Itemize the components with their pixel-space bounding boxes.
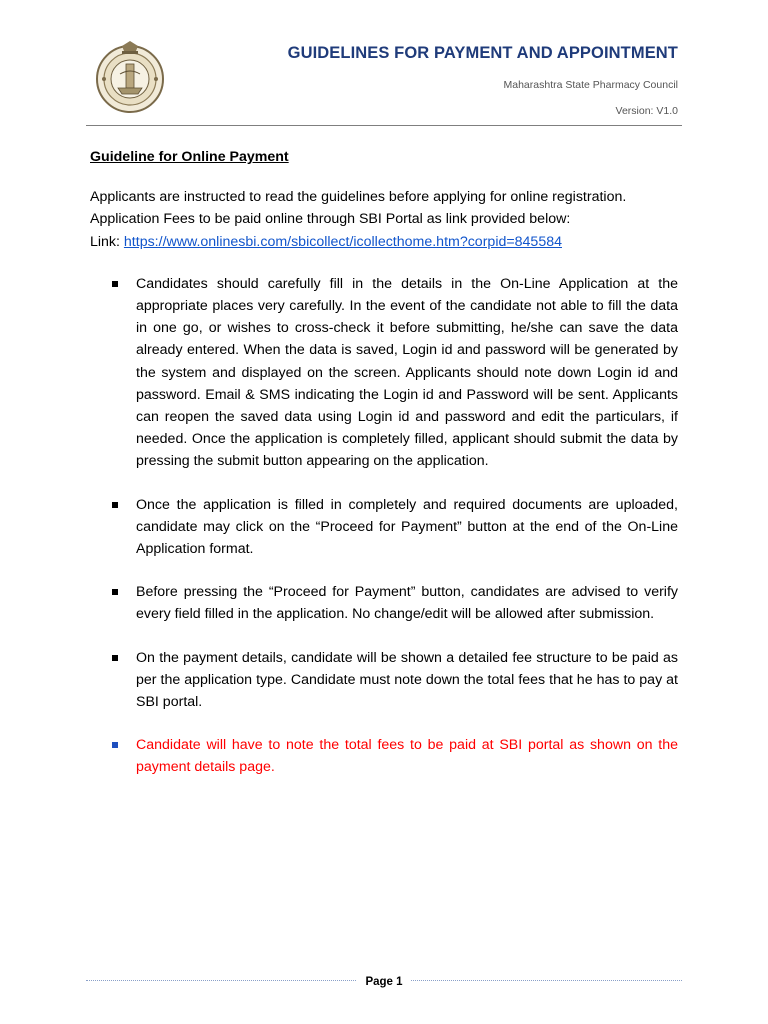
list-item-text: Once the application is filled in completely and required documents are uploaded, candidate may click on the “Proceed for Payment” button at the end of the On-Line Application format. bbox=[136, 496, 678, 558]
header-divider bbox=[86, 125, 682, 126]
highlighted-list-item bbox=[90, 734, 678, 778]
square-bullet-icon bbox=[112, 655, 118, 661]
list-item-text: Candidates should carefully fill in the details in the On-Line Application at the appropriate places very carefully. In the event of the candidate not able to fill the data in one go, or wishes to cross-check it before submitting, he/she can save the data already entered. When the data is saved, Login id and password will be generated by the system and displayed on the screen. Applicants should note down Login id and password. Email & SMS indicating the Login id and Password will be sent. Applicants can reopen the saved data using Login id and password and edit the particulars, if needed. Once the application is completely filled, applicant should submit the data by pressing the submit button appearing on the application. bbox=[136, 275, 678, 470]
square-bullet-icon bbox=[112, 589, 118, 595]
list-item-text: Candidate will have to note the total fees to be paid at SBI portal as shown on the payment details page. bbox=[136, 737, 678, 776]
square-bullet-icon bbox=[112, 281, 118, 287]
sbi-portal-link[interactable]: https://www.onlinesbi.com/sbicollect/icollecthome.htm?corpid=845584 bbox=[123, 233, 562, 250]
intro-line-fees: Application Fees to be paid online through SBI Portal as link provided below: bbox=[90, 211, 571, 228]
organization-name: Maharashtra State Pharmacy Council bbox=[503, 79, 678, 91]
list-item bbox=[90, 273, 678, 473]
list-item bbox=[90, 647, 678, 714]
list-item-text: Before pressing the “Proceed for Payment” button, candidates are advised to verify every field filled in the application. No change/edit will be allowed after submission. bbox=[136, 584, 678, 623]
section-title: Guideline for Online Payment bbox=[90, 149, 289, 165]
list-item bbox=[90, 494, 678, 561]
page-number bbox=[0, 972, 768, 990]
intro-line-link bbox=[90, 231, 678, 253]
document-body bbox=[90, 146, 678, 800]
version-label: Version: V1.0 bbox=[615, 105, 678, 117]
intro-paragraph bbox=[90, 186, 678, 253]
intro-line-instructions: Applicants are instructed to read the guidelines before applying for online registration. bbox=[90, 189, 627, 206]
document-title: GUIDELINES FOR PAYMENT AND APPOINTMENT bbox=[287, 44, 678, 62]
council-seal-logo bbox=[92, 38, 168, 114]
square-bullet-icon bbox=[112, 502, 118, 508]
link-prefix: Link: bbox=[90, 233, 124, 250]
list-item-text: On the payment details, candidate will be shown a detailed fee structure to be paid as per the application type. Candidate must note down the total fees that he has to pay at SBI portal. bbox=[136, 649, 678, 711]
list-item bbox=[90, 581, 678, 625]
square-bullet-icon bbox=[112, 742, 118, 748]
guideline-list bbox=[90, 273, 678, 779]
page-number-label: Page 1 bbox=[357, 976, 410, 988]
